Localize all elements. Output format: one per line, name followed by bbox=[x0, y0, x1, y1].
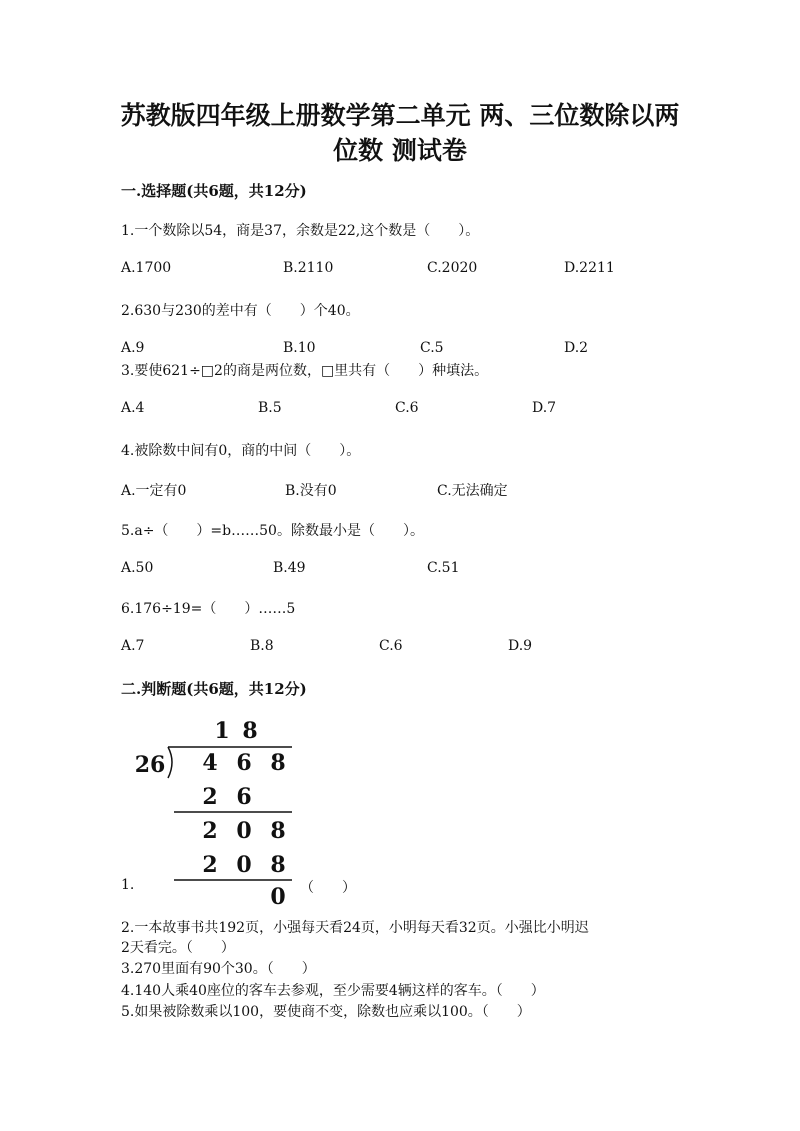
long-division-figure bbox=[130, 712, 310, 908]
step2-digit-2: 0 bbox=[236, 818, 252, 844]
page-title bbox=[100, 98, 700, 168]
judgment-3: 3.270里面有90个30。（ ） bbox=[121, 961, 316, 977]
dividend-digit-2: 6 bbox=[236, 750, 252, 776]
q2-option-b: B.10 bbox=[283, 340, 316, 356]
q4-option-c: C.无法确定 bbox=[437, 483, 508, 499]
q5-option-b: B.49 bbox=[273, 560, 306, 576]
q1-option-a: A.1700 bbox=[121, 260, 172, 276]
q1-option-c: C.2020 bbox=[427, 260, 478, 276]
divisor: 26 bbox=[134, 752, 166, 778]
judgment-1-number: 1. bbox=[121, 877, 135, 893]
step3-digit-3: 8 bbox=[270, 852, 286, 878]
dividend-digit-3: 8 bbox=[270, 750, 286, 776]
judgment-1-blank: （ ） bbox=[300, 880, 356, 896]
question-4: 4.被除数中间有0，商的中间（ ）。 bbox=[121, 443, 361, 459]
q5-option-c: C.51 bbox=[427, 560, 460, 576]
step1-digit-2: 6 bbox=[236, 784, 252, 810]
q6-option-c: C.6 bbox=[379, 638, 403, 654]
judgment-5: 5.如果被除数乘以100，要使商不变，除数也应乘以100。（ ） bbox=[121, 1004, 531, 1020]
q1-option-d: D.2211 bbox=[564, 260, 615, 276]
question-6: 6.176÷19=（ ）……5 bbox=[121, 601, 296, 617]
q3-option-d: D.7 bbox=[532, 400, 557, 416]
q2-option-a: A.9 bbox=[121, 340, 145, 356]
title-line-2: 位数 测试卷 bbox=[333, 136, 467, 165]
section-heading-judgment: 二.判断题(共6题，共12分) bbox=[121, 680, 307, 698]
q2-option-d: D.2 bbox=[564, 340, 589, 356]
q5-option-a: A.50 bbox=[121, 560, 154, 576]
question-2: 2.630与230的差中有（ ）个40。 bbox=[121, 303, 360, 319]
quotient-digit-2: 8 bbox=[242, 718, 258, 744]
question-3: 3.要使621÷□2的商是两位数，□里共有（ ）种填法。 bbox=[121, 363, 489, 379]
q4-option-b: B.没有0 bbox=[285, 483, 337, 499]
quotient-digit-1: 1 bbox=[214, 718, 230, 744]
step3-digit-1: 2 bbox=[202, 852, 218, 878]
question-1: 1.一个数除以54，商是37，余数是22,这个数是（ ）。 bbox=[121, 223, 480, 239]
q6-option-b: B.8 bbox=[250, 638, 274, 654]
q3-option-a: A.4 bbox=[121, 400, 145, 416]
section-heading-choice: 一.选择题(共6题，共12分) bbox=[121, 182, 307, 200]
judgment-4: 4.140人乘40座位的客车去参观，至少需要4辆这样的客车。（ ） bbox=[121, 983, 545, 999]
q2-option-c: C.5 bbox=[420, 340, 444, 356]
remainder: 0 bbox=[270, 884, 286, 908]
q6-option-a: A.7 bbox=[121, 638, 145, 654]
step2-digit-1: 2 bbox=[202, 818, 218, 844]
q1-option-b: B.2110 bbox=[283, 260, 334, 276]
question-5: 5.a÷（ ）=b……50。除数最小是（ ）。 bbox=[121, 523, 424, 539]
q3-option-c: C.6 bbox=[395, 400, 419, 416]
judgment-2-line-1: 2.一本故事书共192页，小强每天看24页，小明每天看32页。小强比小明迟 bbox=[121, 920, 589, 936]
q3-option-b: B.5 bbox=[258, 400, 282, 416]
step1-digit-1: 2 bbox=[202, 784, 218, 810]
step2-digit-3: 8 bbox=[270, 818, 286, 844]
title-line-1: 苏教版四年级上册数学第二单元 两、三位数除以两 bbox=[120, 101, 680, 130]
q6-option-d: D.9 bbox=[508, 638, 533, 654]
division-bracket bbox=[168, 747, 172, 778]
step3-digit-2: 0 bbox=[236, 852, 252, 878]
q4-option-a: A.一定有0 bbox=[121, 483, 187, 499]
dividend-digit-1: 4 bbox=[202, 750, 218, 776]
judgment-2-line-2: 2天看完。（ ） bbox=[121, 940, 235, 956]
